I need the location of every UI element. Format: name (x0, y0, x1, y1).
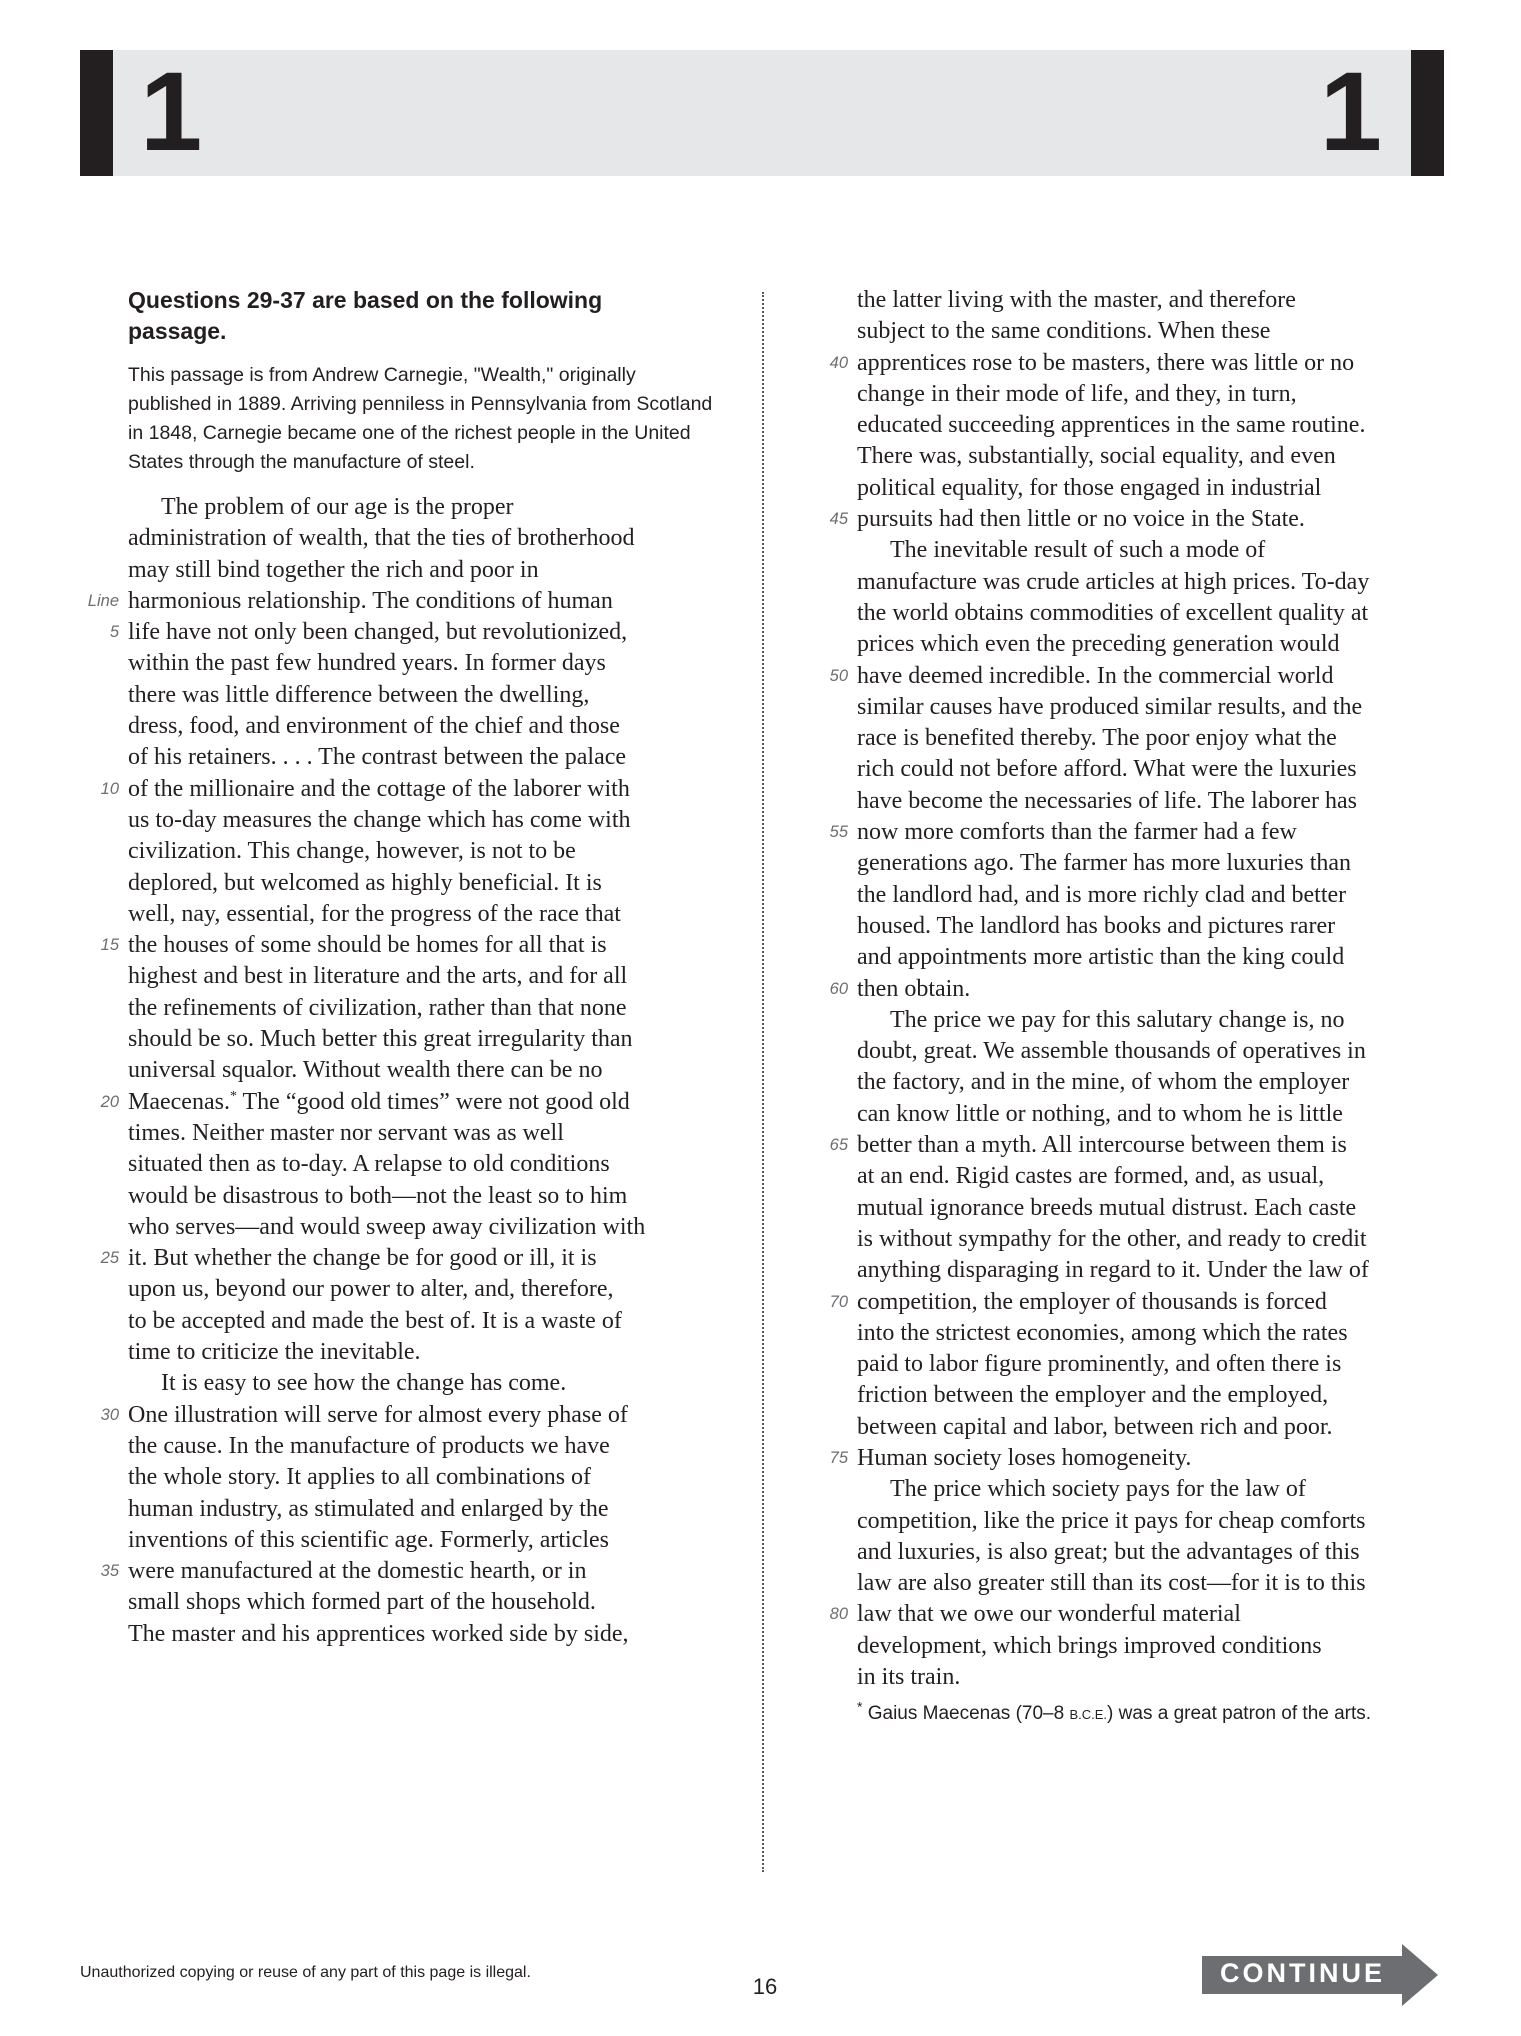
passage-line (128, 1274, 728, 1305)
line-text: manufacture was crude articles at high prices. To-day (857, 568, 1370, 595)
passage-line (100, 774, 728, 805)
line-text: have become the necessaries of life. The laborer has (857, 787, 1357, 814)
passage-line (857, 786, 1457, 817)
line-number: 25 (100, 1249, 119, 1268)
passage-line (857, 1036, 1457, 1067)
line-text: universal squalor. Without wealth there can be no (128, 1057, 603, 1084)
line-text: highest and best in literature and the arts, and for all (128, 963, 628, 990)
passage-line (857, 410, 1457, 441)
line-text: in its train. (857, 1664, 961, 1691)
page-number: 16 (752, 1974, 778, 1999)
line-text: can know little or nothing, and to whom he is little (857, 1100, 1343, 1127)
passage-line (857, 1224, 1457, 1255)
line-text: have deemed incredible. In the commercial world (857, 662, 1334, 689)
passage-text-left (87, 492, 728, 1650)
line-text: of his retainers. . . . The contrast between the palace (128, 744, 627, 771)
passage-line (857, 441, 1457, 472)
line-text: at an end. Rigid castes are formed, and, as usual, (857, 1163, 1325, 1190)
passage-line (100, 1087, 728, 1118)
passage-line (128, 1587, 728, 1618)
line-text: The inevitable result of such a mode of (890, 537, 1266, 564)
line-text: anything disparaging in regard to it. Under the law of (857, 1257, 1369, 1284)
line-text: there was little difference between the dwelling, (128, 681, 590, 708)
line-text: the world obtains commodities of excellent quality at (857, 599, 1369, 626)
line-text: There was, substantially, social equality, and even (857, 443, 1336, 470)
line-text: life have not only been changed, but revolutionized, (128, 619, 628, 646)
line-text: time to criticize the inevitable. (128, 1339, 421, 1366)
passage-line (128, 742, 728, 773)
line-text: housed. The landlord has books and pictures rarer (857, 912, 1336, 939)
passage-line (857, 1349, 1457, 1380)
line-text: would be disastrous to both—not the least so to him (128, 1182, 628, 1209)
line-text: dress, food, and environment of the chief and those (128, 713, 620, 740)
questions-heading: Questions 29-37 are based on the following passage. (128, 287, 603, 344)
passage-line (857, 1318, 1457, 1349)
passage-line (857, 723, 1457, 754)
line-text: The master and his apprentices worked side by side, (128, 1620, 629, 1647)
line-text: Human society loses homogeneity. (857, 1444, 1192, 1471)
passage-line (100, 1556, 728, 1587)
line-text: administration of wealth, that the ties of brotherhood (128, 525, 635, 552)
passage-line (128, 711, 728, 742)
passage-line (857, 880, 1457, 911)
line-number: 65 (829, 1136, 848, 1155)
line-text: pursuits had then little or no voice in the State. (857, 506, 1305, 533)
line-text: within the past few hundred years. In former days (128, 650, 606, 677)
line-text: deplored, but welcomed as highly beneficial. It is (128, 869, 602, 896)
footnote-text-end: ) was a great patron of the arts. (1107, 1703, 1372, 1725)
footnote (857, 1701, 1457, 1728)
passage-column-left (87, 285, 728, 1650)
line-text: the refinements of civilization, rather than that none (128, 994, 627, 1021)
passage-line (128, 648, 728, 679)
line-text: apprentices rose to be masters, there was little or no (857, 349, 1355, 376)
line-text: educated succeeding apprentices in the same routine. (857, 412, 1366, 439)
section-number-left: 1 (140, 49, 203, 174)
passage-line (128, 868, 728, 899)
passage-line (829, 348, 1457, 379)
passage-line (128, 1462, 728, 1493)
passage-line (100, 1400, 728, 1431)
line-text: well, nay, essential, for the progress of the race that (128, 900, 621, 927)
passage-line (857, 1067, 1457, 1098)
passage-line (857, 1662, 1457, 1693)
section-number-right: 1 (1319, 49, 1382, 174)
line-text: better than a myth. All intercourse between them is (857, 1132, 1347, 1159)
line-text: the houses of some should be homes for all that is (128, 932, 607, 959)
passage-line (128, 1525, 728, 1556)
passage-line (128, 1118, 728, 1149)
line-text: the landlord had, and is more richly clad and better (857, 881, 1347, 908)
line-text: then obtain. (857, 975, 971, 1002)
line-text: harmonious relationship. The conditions of human (128, 587, 613, 614)
passage-line (128, 1149, 728, 1180)
passage-line (829, 817, 1457, 848)
line-text: law that we owe our wonderful material (857, 1601, 1241, 1628)
line-text: competition, like the price it pays for cheap comforts (857, 1507, 1366, 1534)
passage-line (857, 911, 1457, 942)
line-number: 15 (100, 936, 119, 955)
line-text: inventions of this scientific age. Formerly, articles (128, 1526, 609, 1553)
section-bar-left (80, 50, 113, 176)
line-number: 60 (829, 979, 848, 998)
section-header-banner (80, 50, 1444, 176)
passage-line (857, 1474, 1457, 1505)
footnote-text-start: Gaius Maecenas (70–8 (862, 1703, 1070, 1725)
passage-line (857, 942, 1457, 973)
line-text: us to-day measures the change which has come with (128, 806, 631, 833)
passage-source-note: This passage is from Andrew Carnegie, "Wealth," originally published in 1889. Arriving penniless in Pennsylvania from Scotland in 1848, Carnegie became one of the richest people in the United States through the manufacture of steel. (128, 364, 713, 473)
line-text: It is easy to see how the change has come. (161, 1370, 567, 1397)
passage-line (128, 492, 728, 523)
line-text: doubt, great. We assemble thousands of operatives in (857, 1038, 1366, 1065)
line-text: were manufactured at the domestic hearth, or in (128, 1558, 587, 1585)
line-text: change in their mode of life, and they, in turn, (857, 380, 1297, 407)
section-bar-right (1411, 50, 1444, 176)
line-text: and appointments more artistic than the king could (857, 944, 1345, 971)
passage-line (857, 692, 1457, 723)
line-number: 70 (829, 1292, 848, 1311)
line-text: rich could not before afford. What were the luxuries (857, 756, 1357, 783)
passage-line (857, 598, 1457, 629)
passage-line (128, 523, 728, 554)
passage-line (857, 1537, 1457, 1568)
line-text: who serves—and would sweep away civilization with (128, 1213, 646, 1240)
line-text: may still bind together the rich and poor in (128, 556, 539, 583)
continue-label: CONTINUE (1220, 1958, 1385, 1988)
passage-line (829, 661, 1457, 692)
line-text: to be accepted and made the best of. It is a waste of (128, 1307, 622, 1334)
passage-line (857, 379, 1457, 410)
line-text: it. But whether the change be for good or ill, it is (128, 1245, 597, 1272)
line-text: paid to labor figure prominently, and often there is (857, 1351, 1342, 1378)
line-number: 30 (100, 1405, 119, 1424)
line-text: and luxuries, is also great; but the advantages of this (857, 1538, 1360, 1565)
line-text: development, which brings improved conditions (857, 1632, 1322, 1659)
line-text: the latter living with the master, and therefore (857, 287, 1296, 313)
passage-line (857, 316, 1457, 347)
passage-line (857, 1255, 1457, 1286)
line-text: The problem of our age is the proper (161, 494, 514, 520)
line-text: Maecenas. (128, 1088, 230, 1115)
passage-line (128, 680, 728, 711)
passage-line (857, 629, 1457, 660)
line-text: The price which society pays for the law of (890, 1476, 1306, 1503)
footnote-reference: * (229, 1088, 237, 1104)
line-text: upon us, beyond our power to alter, and, therefore, (128, 1276, 614, 1303)
passage-line (829, 504, 1457, 535)
passage-line (857, 848, 1457, 879)
passage-line (857, 1161, 1457, 1192)
passage-line (857, 1005, 1457, 1036)
passage-line (87, 586, 728, 617)
line-number: 75 (829, 1448, 848, 1467)
passage-line (128, 993, 728, 1024)
passage-line (829, 974, 1457, 1005)
line-text: human industry, as stimulated and enlarged by the (128, 1495, 609, 1522)
line-text: competition, the employer of thousands is forced (857, 1288, 1327, 1315)
line-text: into the strictest economies, among which the rates (857, 1319, 1348, 1346)
line-number: 80 (829, 1605, 848, 1624)
line-text: subject to the same conditions. When these (857, 318, 1271, 345)
line-number: 20 (100, 1092, 119, 1111)
line-text: race is benefited thereby. The poor enjoy what the (857, 725, 1337, 752)
passage-line (857, 1506, 1457, 1537)
line-text: situated then as to-day. A relapse to old conditions (128, 1151, 610, 1178)
passage-line (128, 1055, 728, 1086)
passage-line (857, 1380, 1457, 1411)
passage-line (857, 1099, 1457, 1130)
line-number: 50 (829, 666, 848, 685)
line-text: The price we pay for this salutary change is, no (890, 1006, 1345, 1033)
line-text: mutual ignorance breeds mutual distrust. Each caste (857, 1194, 1357, 1221)
passage-line (829, 1443, 1457, 1474)
passage-line (128, 899, 728, 930)
passage-line (128, 1431, 728, 1462)
line-label: Line (87, 591, 119, 610)
passage-line (857, 1631, 1457, 1662)
passage-line (128, 1024, 728, 1055)
line-text: law are also greater still than its cost—for it is to this (857, 1570, 1366, 1597)
line-text-continued: The “good old times” were not good old (236, 1088, 630, 1115)
passage-column-right (829, 285, 1457, 1728)
line-number: 45 (829, 510, 848, 529)
copyright-notice: Unauthorized copying or reuse of any part of this page is illegal. (80, 1964, 531, 1981)
footnote-era: B.C.E. (1069, 1707, 1108, 1723)
passage-line (857, 1412, 1457, 1443)
line-text: is without sympathy for the other, and ready to credit (857, 1225, 1367, 1252)
passage-line (829, 1130, 1457, 1161)
line-text: the factory, and in the mine, of whom the employer (857, 1069, 1350, 1096)
passage-text-right (829, 285, 1457, 1693)
line-number: 35 (100, 1562, 119, 1581)
column-divider (762, 292, 764, 1872)
passage-line (128, 1306, 728, 1337)
passage-line (857, 567, 1457, 598)
line-text: civilization. This change, however, is not to be (128, 838, 576, 865)
line-text: should be so. Much better this great irregularity than (128, 1026, 633, 1053)
line-number: 55 (829, 823, 848, 842)
line-number: 40 (829, 353, 848, 372)
passage-line (128, 555, 728, 586)
line-text: One illustration will serve for almost every phase of (128, 1401, 628, 1428)
passage-line (829, 1599, 1457, 1630)
line-text: friction between the employer and the employed, (857, 1382, 1329, 1409)
line-text: the cause. In the manufacture of products we have (128, 1432, 610, 1459)
passage-line (128, 1181, 728, 1212)
passage-line (128, 1494, 728, 1525)
passage-line (857, 535, 1457, 566)
passage-line (857, 754, 1457, 785)
line-text: between capital and labor, between rich and poor. (857, 1413, 1333, 1440)
footnote-marker: * (857, 1699, 863, 1716)
line-text: similar causes have produced similar results, and the (857, 693, 1363, 720)
passage-line (128, 836, 728, 867)
line-text: the whole story. It applies to all combinations of (128, 1464, 592, 1491)
passage-line (100, 1243, 728, 1274)
line-text: small shops which formed part of the household. (128, 1589, 596, 1616)
passage-line (857, 1193, 1457, 1224)
line-text: times. Neither master nor servant was as well (128, 1119, 564, 1146)
passage-line (857, 285, 1457, 316)
passage-line (109, 617, 728, 648)
passage-line (128, 1337, 728, 1368)
passage-line (829, 1287, 1457, 1318)
passage-line (128, 1368, 728, 1399)
passage-line (128, 1619, 728, 1650)
passage-line (128, 961, 728, 992)
continue-button[interactable] (1202, 1944, 1438, 2006)
line-text: of the millionaire and the cottage of the laborer with (128, 775, 630, 802)
passage-line (100, 930, 728, 961)
line-text: now more comforts than the farmer had a few (857, 819, 1297, 846)
passage-line (128, 1212, 728, 1243)
passage-line (857, 1568, 1457, 1599)
passage-line (857, 473, 1457, 504)
line-text: prices which even the preceding generation would (857, 631, 1340, 658)
line-text: generations ago. The farmer has more luxuries than (857, 850, 1352, 877)
line-number: 10 (100, 779, 119, 798)
passage-line (128, 805, 728, 836)
line-number: 5 (109, 623, 119, 642)
line-text: political equality, for those engaged in industrial (857, 474, 1322, 501)
